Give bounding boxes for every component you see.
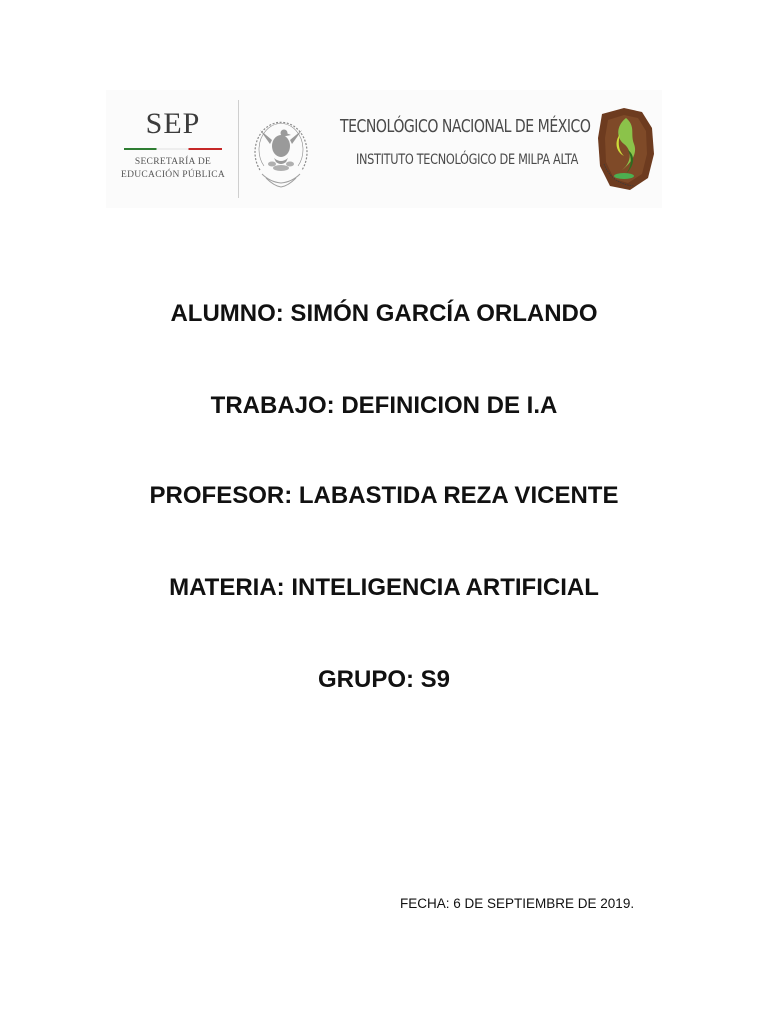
milpa-alta-institute-logo-icon bbox=[594, 104, 658, 196]
institution-subtitle: INSTITUTO TECNOLÓGICO DE MILPA ALTA bbox=[356, 152, 579, 168]
sep-subtitle-line1: SECRETARÍA DE bbox=[134, 157, 212, 167]
banner-divider bbox=[238, 100, 239, 198]
institutional-header-banner bbox=[106, 90, 662, 208]
sep-logo bbox=[120, 106, 226, 190]
date-line: FECHA: 6 DE SEPTIEMBRE DE 2019. bbox=[400, 896, 635, 911]
sep-subtitle-line2: EDUCACIÓN PÚBLICA bbox=[120, 170, 226, 180]
subject-line: MATERIA: INTELIGENCIA ARTIFICIAL bbox=[169, 574, 599, 601]
sep-acronym: SEP bbox=[145, 107, 201, 140]
sep-tricolor-rule bbox=[124, 148, 222, 150]
assignment-title-line: TRABAJO: DEFINICION DE I.A bbox=[210, 392, 558, 419]
institution-title: TECNOLÓGICO NACIONAL DE MÉXICO bbox=[340, 116, 591, 137]
group-line: GRUPO: S9 bbox=[317, 666, 451, 693]
professor-name-line: PROFESOR: LABASTIDA REZA VICENTE bbox=[149, 482, 619, 509]
mexican-coat-of-arms-seal-icon bbox=[250, 100, 312, 196]
student-name-line: ALUMNO: SIMÓN GARCÍA ORLANDO bbox=[170, 300, 598, 327]
